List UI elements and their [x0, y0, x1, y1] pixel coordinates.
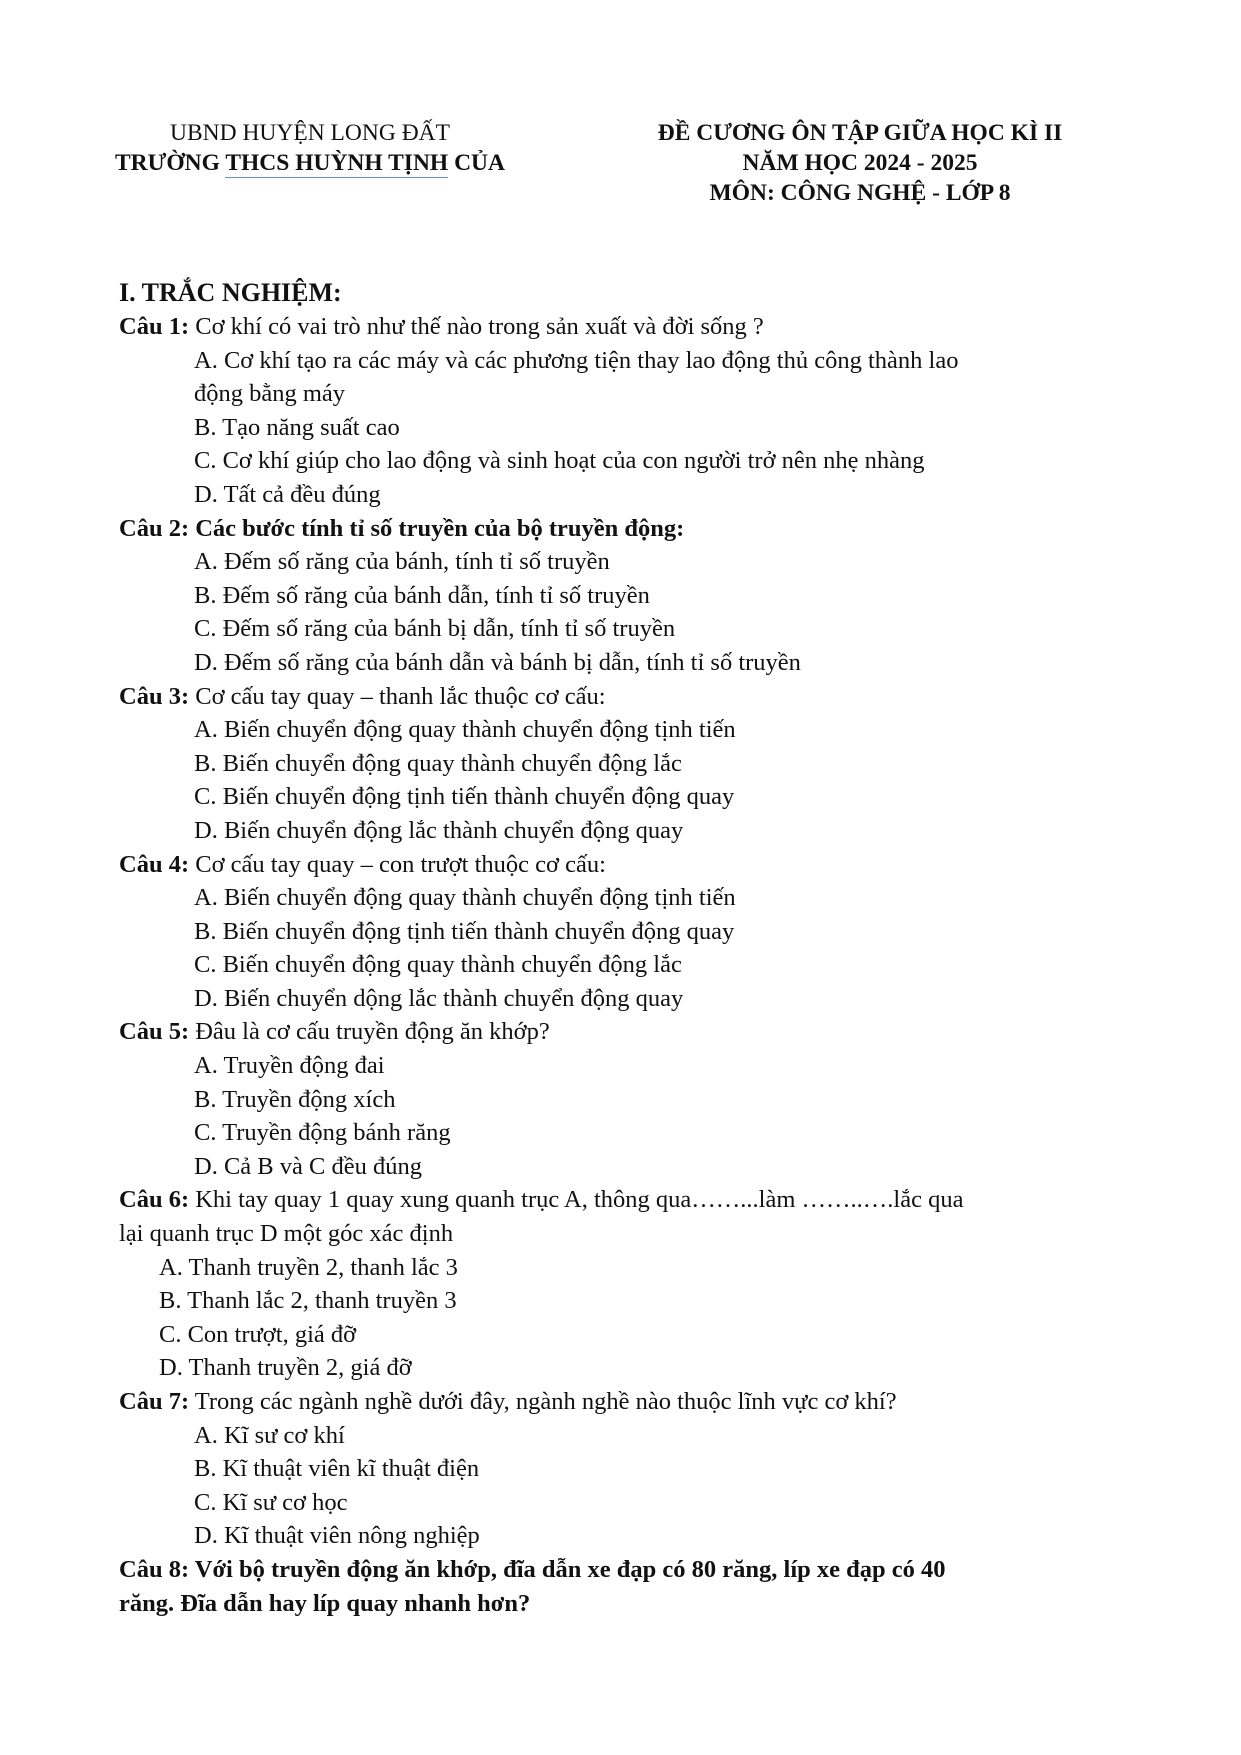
question-1-stem — [119, 310, 1139, 344]
question-3-options — [119, 713, 1139, 847]
question-2-option-d: D. Đếm số răng của bánh dẫn và bánh bị dẫn, tính tỉ số truyền — [194, 648, 801, 676]
question-8-stem-cont: răng. Đĩa dẫn hay líp quay nhanh hơn? — [119, 1589, 531, 1617]
question-7-option-b: B. Kĩ thuật viên kĩ thuật điện — [194, 1455, 480, 1483]
question-4-option-c: C. Biến chuyển động quay thành chuyển động lắc — [194, 951, 682, 979]
question-2-option-b: B. Đếm số răng của bánh dẫn, tính tỉ số truyền — [194, 581, 650, 609]
question-6-label: Câu 6: — [119, 1186, 190, 1214]
question-1-options — [119, 344, 1139, 512]
question-6-text: Khi tay quay 1 quay xung quanh trục A, thông qua……...làm ……..….lắc qua — [189, 1186, 964, 1214]
subject-line: MÔN: CÔNG NGHỆ - LỚP 8 — [709, 180, 1011, 206]
question-7-option-a: A. Kĩ sư cơ khí — [194, 1421, 345, 1449]
question-4-label: Câu 4: — [119, 850, 190, 878]
question-5-option-a: A. Truyền động đai — [194, 1052, 385, 1080]
question-5-option-c: C. Truyền động bánh răng — [194, 1119, 451, 1147]
question-5-option-b: B. Truyền động xích — [194, 1085, 396, 1113]
question-2-option-c: C. Đếm số răng của bánh bị dẫn, tính tỉ số truyền — [194, 615, 676, 643]
question-8-text: Với bộ truyền động ăn khớp, đĩa dẫn xe đạp có 80 răng, líp xe đạp có 40 — [189, 1555, 946, 1583]
question-2-label: Câu 2: — [119, 514, 190, 542]
question-5 — [119, 1015, 1139, 1183]
title-block — [580, 118, 1140, 208]
question-6 — [119, 1183, 1139, 1385]
document-body — [119, 276, 1139, 1620]
school-name — [70, 148, 550, 178]
question-7-stem — [119, 1385, 1139, 1419]
question-1-option-b: B. Tạo năng suất cao — [194, 413, 400, 441]
question-2 — [119, 512, 1139, 680]
question-7-option-c: C. Kĩ sư cơ học — [194, 1488, 348, 1516]
question-8 — [119, 1553, 1139, 1620]
question-6-option-b: B. Thanh lắc 2, thanh truyền 3 — [159, 1287, 457, 1315]
question-3-text: Cơ cấu tay quay – thanh lắc thuộc cơ cấu: — [189, 682, 606, 710]
question-1-label: Câu 1: — [119, 313, 190, 340]
school-name-underlined: THCS HUỲNH TỊNH — [225, 150, 449, 176]
question-8-stem — [119, 1553, 1139, 1587]
question-1-option-d: D. Tất cả đều đúng — [194, 480, 381, 508]
question-4-option-d: D. Biến chuyển dộng lắc thành chuyển động quay — [194, 984, 684, 1012]
question-1 — [119, 310, 1139, 512]
question-7-label: Câu 7: — [119, 1388, 190, 1415]
question-3-stem — [119, 680, 1139, 714]
question-6-options — [119, 1251, 1139, 1385]
section-title: I. TRẮC NGHIỆM: — [119, 278, 342, 307]
question-5-text: Đâu là cơ cấu truyền động ăn khớp? — [189, 1018, 550, 1046]
school-name-suffix: CỦA — [448, 150, 505, 176]
question-5-options — [119, 1049, 1139, 1183]
question-7 — [119, 1385, 1139, 1553]
question-3-option-d: D. Biến chuyển động lắc thành chuyển động quay — [194, 816, 684, 844]
question-3-option-c: C. Biến chuyển động tịnh tiến thành chuyển động quay — [194, 783, 735, 811]
question-1-text: Cơ khí có vai trò như thế nào trong sản xuất và đời sống ? — [189, 313, 764, 340]
question-8-label: Câu 8: — [119, 1555, 190, 1583]
question-3-option-a: A. Biến chuyển động quay thành chuyển động tịnh tiến — [194, 716, 736, 744]
question-7-options — [119, 1419, 1139, 1553]
question-3 — [119, 680, 1139, 848]
question-1-option-a: A. Cơ khí tạo ra các máy và các phương tiện thay lao động thủ công thành lao — [194, 346, 959, 374]
question-2-options — [119, 545, 1139, 679]
question-3-label: Câu 3: — [119, 682, 190, 710]
question-3-option-b: B. Biến chuyển động quay thành chuyển động lắc — [194, 749, 682, 777]
question-5-stem — [119, 1015, 1139, 1049]
question-6-stem-cont: lại quanh trục D một góc xác định — [119, 1220, 454, 1248]
school-block — [70, 118, 550, 178]
question-7-option-d: D. Kĩ thuật viên nông nghiệp — [194, 1522, 480, 1550]
question-6-option-a: A. Thanh truyền 2, thanh lắc 3 — [159, 1253, 458, 1281]
question-6-stem — [119, 1183, 1139, 1217]
question-4-text: Cơ cấu tay quay – con trượt thuộc cơ cấu: — [189, 850, 606, 878]
question-1-option-a-cont: động bằng máy — [194, 380, 346, 408]
question-6-option-c: C. Con trượt, giá đỡ — [159, 1320, 357, 1348]
question-7-text: Trong các ngành nghề dưới đây, ngành nghề nào thuộc lĩnh vực cơ khí? — [189, 1388, 897, 1415]
question-4-option-a: A. Biến chuyển động quay thành chuyển động tịnh tiến — [194, 884, 736, 912]
question-4-option-b: B. Biến chuyển động tịnh tiến thành chuyển động quay — [194, 917, 735, 945]
question-2-text: Các bước tính tỉ số truyền của bộ truyền động: — [189, 514, 685, 542]
question-4-options — [119, 881, 1139, 1015]
school-name-prefix: TRƯỜNG — [114, 150, 226, 176]
question-2-stem — [119, 512, 1139, 546]
question-2-option-a: A. Đếm số răng của bánh, tính tỉ số truyền — [194, 548, 610, 576]
question-4 — [119, 848, 1139, 1016]
question-4-stem — [119, 848, 1139, 882]
question-1-option-c: C. Cơ khí giúp cho lao động và sinh hoạt của con người trở nên nhẹ nhàng — [194, 447, 925, 475]
question-6-option-d: D. Thanh truyền 2, giá đỡ — [159, 1354, 412, 1382]
district-name: UBND HUYỆN LONG ĐẤT — [169, 120, 450, 146]
question-5-option-d: D. Cả B và C đều đúng — [194, 1152, 422, 1180]
school-year: NĂM HỌC 2024 - 2025 — [742, 150, 978, 176]
question-5-label: Câu 5: — [119, 1018, 190, 1046]
document-title: ĐỀ CƯƠNG ÔN TẬP GIỮA HỌC KÌ II — [657, 120, 1063, 146]
